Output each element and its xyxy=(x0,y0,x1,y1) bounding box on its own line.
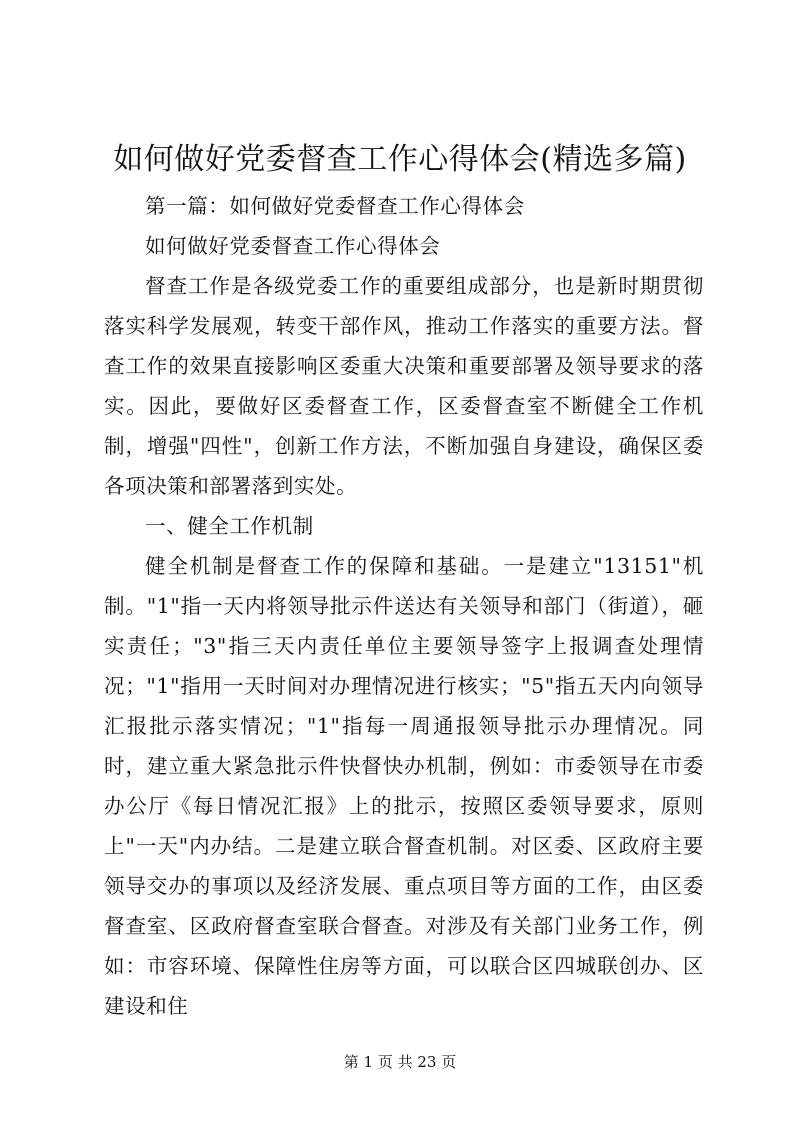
page-number-footer: 第 1 页 共 23 页 xyxy=(343,1053,457,1071)
article-title: 如何做好党委督查工作心得体会 xyxy=(145,234,441,258)
document-title: 如何做好党委督查工作心得体会(精选多篇) xyxy=(113,142,687,177)
body-paragraph: 督查工作是各级党委工作的重要组成部分，也是新时期贯彻落实科学发展观，转变干部作风，推动工作落实的重要方法。督查工作的效果直接影响区委重大决策和重要部署及领导要求的落实。因此，要做好区委督查工作，区委督查室不断健全工作机制，增强"四性"，创新工作方法，不断加强自身建设，确保区委各项决策和部署落到实处。 xyxy=(104,274,704,498)
subsection-heading: 一、健全工作机制 xyxy=(145,514,314,538)
document-body xyxy=(104,186,704,1026)
section-heading: 第一篇：如何做好党委督查工作心得体会 xyxy=(145,194,525,218)
body-paragraph: 健全机制是督查工作的保障和基础。一是建立"13151"机制。"1"指一天内将领导批示件送达有关领导和部门（街道），砸实责任；"3"指三天内责任单位主要领导签字上报调查处理情况；"1"指用一天时间对办理情况进行核实；"5"指五天内向领导汇报批示落实情况；"1"指每一周通报领导批示办理情况。同时，建立重大紧急批示件快督快办机制，例如：市委领导在市委办公厅《每日情况汇报》上的批示，按照区委领导要求，原则上"一天"内办结。二是建立联合督查机制。对区委、区政府主要领导交办的事项以及经济发展、重点项目等方面的工作，由区委督查室、区政府督查室联合督查。对涉及有关部门业务工作，例如：市容环境、保障性住房等方面，可以联合区四城联创办、区建设和住 xyxy=(104,554,704,1018)
